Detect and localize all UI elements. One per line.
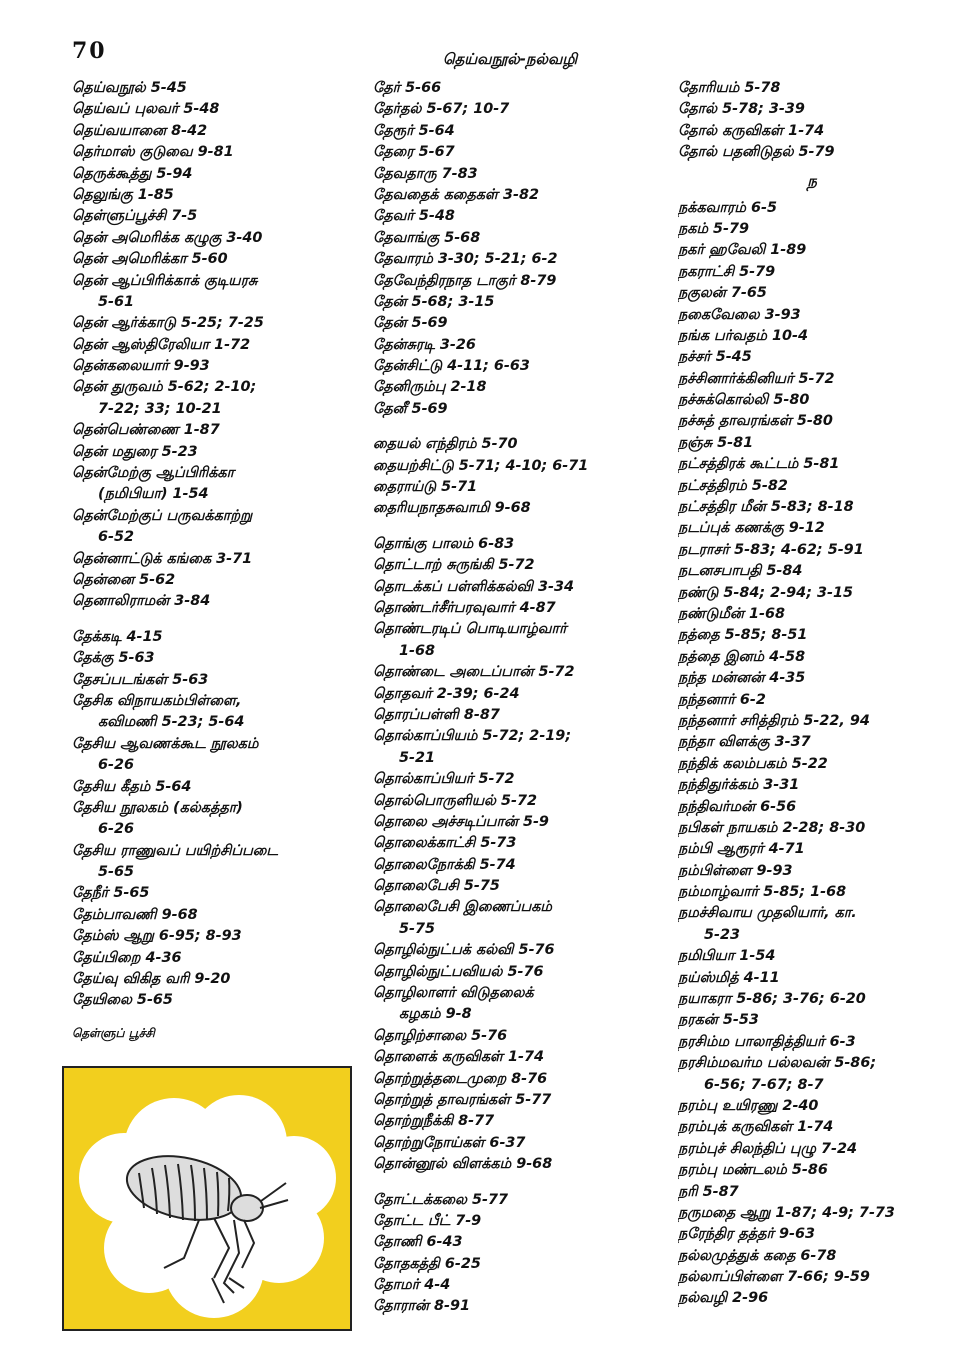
index-entry: நக்கவாரம் 6-5 [678, 199, 777, 216]
index-entry: தென் அமெரிக்க கழுகு 3-40 [72, 229, 263, 246]
index-entry: தேரை 5-67 [373, 144, 455, 161]
index-entry: தென்மேற்கு ஆப்பிரிக்கா [72, 465, 235, 482]
index-entry-continuation: 1-68 [399, 642, 436, 659]
index-entry: நரசிம்ம பாலாதித்தியர் 6-3 [678, 1033, 856, 1050]
index-entry: தொலைபேசி 5-75 [373, 878, 500, 895]
index-entry: நரேந்திர தத்தர் 9-63 [678, 1226, 816, 1243]
index-entry: தென் அமெரிக்கா 5-60 [72, 251, 228, 268]
index-entry: தேம்பாவணி 9-68 [72, 906, 198, 923]
index-entry: நட்சத்திரக் கூட்டம் 5-81 [678, 456, 840, 473]
index-entry: தேநீர் 5-65 [72, 885, 150, 902]
index-entry: நந்திதுர்க்கம் 3-31 [678, 777, 800, 794]
index-entry: நம்பி ஆரூரர் 4-71 [678, 841, 805, 858]
index-entry: தொடக்கப் பள்ளிக்கல்வி 3-34 [373, 578, 575, 595]
index-entry: தெய்வநூல் 5-45 [72, 80, 187, 96]
index-entry: தேசிய ஆவணக்கூட நூலகம் [72, 735, 259, 752]
index-entry: தேனீ 5-69 [373, 400, 448, 417]
index-entry: நகைவேலை 3-93 [678, 306, 801, 323]
index-entry: நரம்புக் கருவிகள் 1-74 [678, 1119, 834, 1136]
index-entry: தேவாங்கு 5-68 [373, 229, 481, 246]
index-entry: தோதகத்தி 6-25 [373, 1255, 481, 1272]
index-entry: நரம்பு உயிரணு 2-40 [678, 1097, 819, 1114]
index-entry-continuation: 5-21 [399, 749, 436, 766]
index-entry: தைரியநாதசுவாமி 9-68 [373, 500, 531, 517]
section-letter-heading: ந [807, 171, 817, 190]
index-entry: தொற்றுநோய்கள் 6-37 [373, 1134, 526, 1151]
index-entry: நரம்பு மண்டலம் 5-86 [678, 1162, 828, 1179]
index-entry: நந்திவர்மன் 6-56 [678, 798, 797, 815]
index-entry: தெள்ளுப்பூச்சி 7-5 [72, 208, 198, 225]
index-entry: தென் மதுரை 5-23 [72, 443, 198, 460]
index-entry: தேன்சிட்டு 4-11; 6-63 [373, 358, 530, 375]
index-entry: தொண்டரடிப் பொடியாழ்வார் [373, 621, 567, 638]
index-entry: தையற்சிட்டு 5-71; 4-10; 6-71 [373, 457, 589, 474]
index-column-1 [72, 78, 360, 1012]
index-entry: தென் துருவம் 5-62; 2-10; [72, 379, 257, 396]
index-entry: தெய்வயானை 8-42 [72, 122, 208, 139]
index-entry: தோட்டக்கலை 5-77 [373, 1191, 509, 1208]
index-entry: தொழிற்சாலை 5-76 [373, 1027, 508, 1044]
index-entry: நயாகரா 5-86; 3-76; 6-20 [678, 991, 866, 1008]
section-gap [373, 420, 665, 434]
section-gap [373, 520, 665, 534]
index-entry: தெர்மாஸ் குடுவை 9-81 [72, 144, 234, 161]
section-gap [373, 1176, 665, 1190]
index-entry: தொற்றுத்தடைமுறை 8-76 [373, 1070, 548, 1087]
index-entry: தொல்காப்பியம் 5-72; 2-19; [373, 728, 572, 745]
index-entry-continuation: 5-65 [98, 864, 135, 881]
index-entry: தேம்ஸ் ஆறு 6-95; 8-93 [72, 928, 242, 945]
index-entry: தேசிய நூலகம் (கல்கத்தா) [72, 799, 243, 816]
index-entry-continuation: 6-26 [98, 757, 135, 774]
index-entry: தோணி 6-43 [373, 1234, 463, 1251]
index-entry: நந்தனார் சரித்திரம் 5-22, 94 [678, 712, 870, 729]
index-entry: தேய்வு விகித வரி 9-20 [72, 971, 231, 988]
index-entry: தைராய்டு 5-71 [373, 479, 478, 496]
index-entry-continuation: 5-61 [98, 293, 135, 310]
index-entry: நந்த மன்னன் 4-35 [678, 670, 806, 687]
index-entry: தொதவர் 2-39; 6-24 [373, 685, 520, 702]
index-entry: நந்தா விளக்கு 3-37 [678, 734, 811, 751]
index-entry: தொங்கு பாலம் 6-83 [373, 535, 515, 552]
index-entry: தேரூர் 5-64 [373, 122, 455, 139]
index-entry-continuation: 6-26 [98, 821, 135, 838]
index-entry: தொலைபேசி இணைப்பகம் [373, 899, 552, 916]
index-entry: நஞ்சு 5-81 [678, 434, 754, 451]
index-entry-continuation: 6-56; 7-67; 8-7 [704, 1076, 824, 1093]
index-entry: தையல் எந்திரம் 5-70 [373, 436, 518, 453]
index-entry: நடப்புக் கணக்கு 9-12 [678, 520, 825, 537]
illustration-caption: தெள்ளுப் பூச்சி [72, 1026, 155, 1040]
index-entry: தேவாரம் 3-30; 5-21; 6-2 [373, 251, 558, 268]
index-entry: நந்திக் கலம்பகம் 5-22 [678, 755, 828, 772]
index-column-3 [678, 78, 946, 1310]
index-entry: தோல் 5-78; 3-39 [678, 101, 805, 118]
index-entry: தெலுங்கு 1-85 [72, 186, 174, 203]
index-entry: நமிபியா 1-54 [678, 948, 776, 965]
index-entry: நட்சத்திரம் 5-82 [678, 477, 788, 494]
index-entry: தெனாலிராமன் 3-84 [72, 593, 211, 610]
index-entry: தொளைக் கருவிகள் 1-74 [373, 1049, 545, 1066]
index-entry: தெய்வப் புலவர் 5-48 [72, 101, 220, 118]
index-entry: தேன்சுரடி 3-26 [373, 336, 476, 353]
index-entry: நட்சத்திர மீன் 5-83; 8-18 [678, 499, 854, 516]
index-column-2 [373, 78, 665, 1318]
flea-illustration [62, 1066, 352, 1331]
flea-icon [64, 1068, 350, 1329]
index-entry-continuation: (நமிபியா) 1-54 [98, 486, 209, 503]
index-entry: தொல்காப்பியர் 5-72 [373, 771, 515, 788]
index-entry-continuation: கவிமணி 5-23; 5-64 [98, 714, 245, 731]
index-entry: தேன் 5-68; 3-15 [373, 293, 495, 310]
index-entry: நமச்சிவாய முதலியார், கா. [678, 905, 857, 922]
index-entry: நபிகள் நாயகம் 2-28; 8-30 [678, 819, 866, 836]
index-entry: தென் ஆஸ்திரேலியா 1-72 [72, 336, 251, 353]
index-entry: நம்மாழ்வார் 5-85; 1-68 [678, 884, 847, 901]
index-entry: நடனசபாபதி 5-84 [678, 563, 803, 580]
index-entry: தென் ஆர்க்காடு 5-25; 7-25 [72, 315, 264, 332]
index-entry: நச்சுக்கொல்லி 5-80 [678, 392, 810, 409]
index-entry: தென்பெண்ணை 1-87 [72, 422, 220, 439]
index-entry: நத்தை 5-85; 8-51 [678, 627, 808, 644]
index-entry: தேவேந்திரநாத டாகுர் 8-79 [373, 272, 557, 289]
index-entry-continuation: 7-22; 33; 10-21 [98, 400, 222, 417]
index-entry: நகம் 5-79 [678, 220, 750, 237]
index-entry: தேக்கு 5-63 [72, 650, 155, 667]
index-entry: நச்சுத் தாவரங்கள் 5-80 [678, 413, 833, 430]
index-entry: தென்னாட்டுக் கங்கை 3-71 [72, 550, 253, 567]
index-entry: தொழில்நுட்பவியல் 5-76 [373, 963, 544, 980]
index-entry: நந்தனார் 6-2 [678, 691, 766, 708]
index-entry: தொற்றுத் தாவரங்கள் 5-77 [373, 1091, 552, 1108]
page-number: 70 [72, 38, 107, 64]
index-entry: நகர் ஹவேலி 1-89 [678, 242, 807, 259]
index-entry: தேசப்படங்கள் 5-63 [72, 671, 209, 688]
index-entry: தென்மேற்குப் பருவக்காற்று [72, 507, 253, 524]
index-entry: நகராட்சி 5-79 [678, 263, 776, 280]
index-entry: தேசிய கீதம் 5-64 [72, 778, 192, 795]
running-head: தெய்வநூல்-நல்வழி [442, 50, 578, 68]
index-entry-continuation: 5-23 [704, 926, 741, 943]
index-entry-continuation: 6-52 [98, 529, 135, 546]
index-entry: தொலைக்காட்சி 5-73 [373, 835, 517, 852]
index-entry: தேன் 5-69 [373, 315, 448, 332]
index-entry: தோட்ட பீட் 7-9 [373, 1212, 482, 1229]
index-entry: நகுலன் 7-65 [678, 285, 767, 302]
index-entry: தேவதாரு 7-83 [373, 165, 478, 182]
section-gap [72, 613, 360, 627]
index-entry: நரி 5-87 [678, 1183, 739, 1200]
index-entry: நரம்புச் சிலந்திப் புழு 7-24 [678, 1140, 857, 1157]
index-entry: தோரியம் 5-78 [678, 80, 781, 96]
index-entry: நச்சினார்க்கினியர் 5-72 [678, 370, 835, 387]
index-entry: தோமர் 4-4 [373, 1277, 451, 1294]
index-entry: தென் ஆப்பிரிக்காக் குடியரசு [72, 272, 258, 289]
index-entry: தேவதைக் கதைகள் 3-82 [373, 186, 539, 203]
index-entry: தேய்பிறை 4-36 [72, 949, 182, 966]
index-entry: தேர்தல் 5-67; 10-7 [373, 101, 510, 118]
index-entry: தொற்றுநீக்கி 8-77 [373, 1113, 495, 1130]
index-entry: தெருக்கூத்து 5-94 [72, 165, 193, 182]
index-entry: தோல் பதனிடுதல் 5-79 [678, 144, 835, 161]
index-entry-continuation: 5-75 [399, 920, 436, 937]
index-entry: நண்டுமீன் 1-68 [678, 605, 785, 622]
index-entry: தொழில்நுட்பக் கல்வி 5-76 [373, 942, 555, 959]
index-entry: தொன்னூல் விளக்கம் 9-68 [373, 1156, 553, 1173]
index-entry: தொலைநோக்கி 5-74 [373, 856, 516, 873]
index-entry: தொலை அச்சடிப்பான் 5-9 [373, 813, 549, 830]
index-entry: தேயிலை 5-65 [72, 992, 173, 1009]
index-entry: நரகன் 5-53 [678, 1012, 759, 1029]
index-entry-continuation: கழகம் 9-8 [399, 1006, 472, 1023]
index-entry: நல்வழி 2-96 [678, 1290, 769, 1307]
index-entry: தொண்டர்சீர்பரவுவார் 4-87 [373, 599, 556, 616]
index-entry: தேக்கடி 4-15 [72, 628, 163, 645]
index-entry: நத்தை இனம் 4-58 [678, 648, 806, 665]
index-entry: தோரான் 8-91 [373, 1298, 471, 1315]
index-entry: தேசிக விநாயகம்பிள்ளை, [72, 692, 242, 709]
index-entry: நம்பிள்ளை 9-93 [678, 862, 793, 879]
index-entry: நரசிம்மவர்ம பல்லவன் 5-86; [678, 1055, 877, 1072]
index-entry: தொண்டை அடைப்பான் 5-72 [373, 664, 575, 681]
index-entry: தேவர் 5-48 [373, 208, 455, 225]
index-entry: நச்சர் 5-45 [678, 349, 752, 366]
index-entry: நல்லாப்பிள்ளை 7-66; 9-59 [678, 1269, 870, 1286]
index-entry: தென்கலையார் 9-93 [72, 358, 210, 375]
index-entry: தொழிலாளர் விடுதலைக் [373, 985, 534, 1002]
index-entry: தேர் 5-66 [373, 80, 442, 96]
index-entry: தேசிய ராணுவப் பயிற்சிப்படை [72, 842, 278, 859]
index-entry: நங்க பர்வதம் 10-4 [678, 327, 809, 344]
index-entry: நருமதை ஆறு 1-87; 4-9; 7-73 [678, 1204, 895, 1221]
index-entry: தொட்டாற் சுருங்கி 5-72 [373, 557, 535, 574]
index-entry: நய்ஸ்மித் 4-11 [678, 969, 780, 986]
index-entry: தென்னை 5-62 [72, 571, 176, 588]
index-entry: நண்டு 5-84; 2-94; 3-15 [678, 584, 853, 601]
index-entry: தொல்பொருளியல் 5-72 [373, 792, 538, 809]
index-entry: தோல் கருவிகள் 1-74 [678, 122, 825, 139]
index-entry: தொரப்பள்ளி 8-87 [373, 706, 500, 723]
index-entry: தேனிரும்பு 2-18 [373, 379, 487, 396]
index-entry: நடராசர் 5-83; 4-62; 5-91 [678, 541, 864, 558]
index-entry: நல்லமுத்துக் கதை 6-78 [678, 1247, 837, 1264]
